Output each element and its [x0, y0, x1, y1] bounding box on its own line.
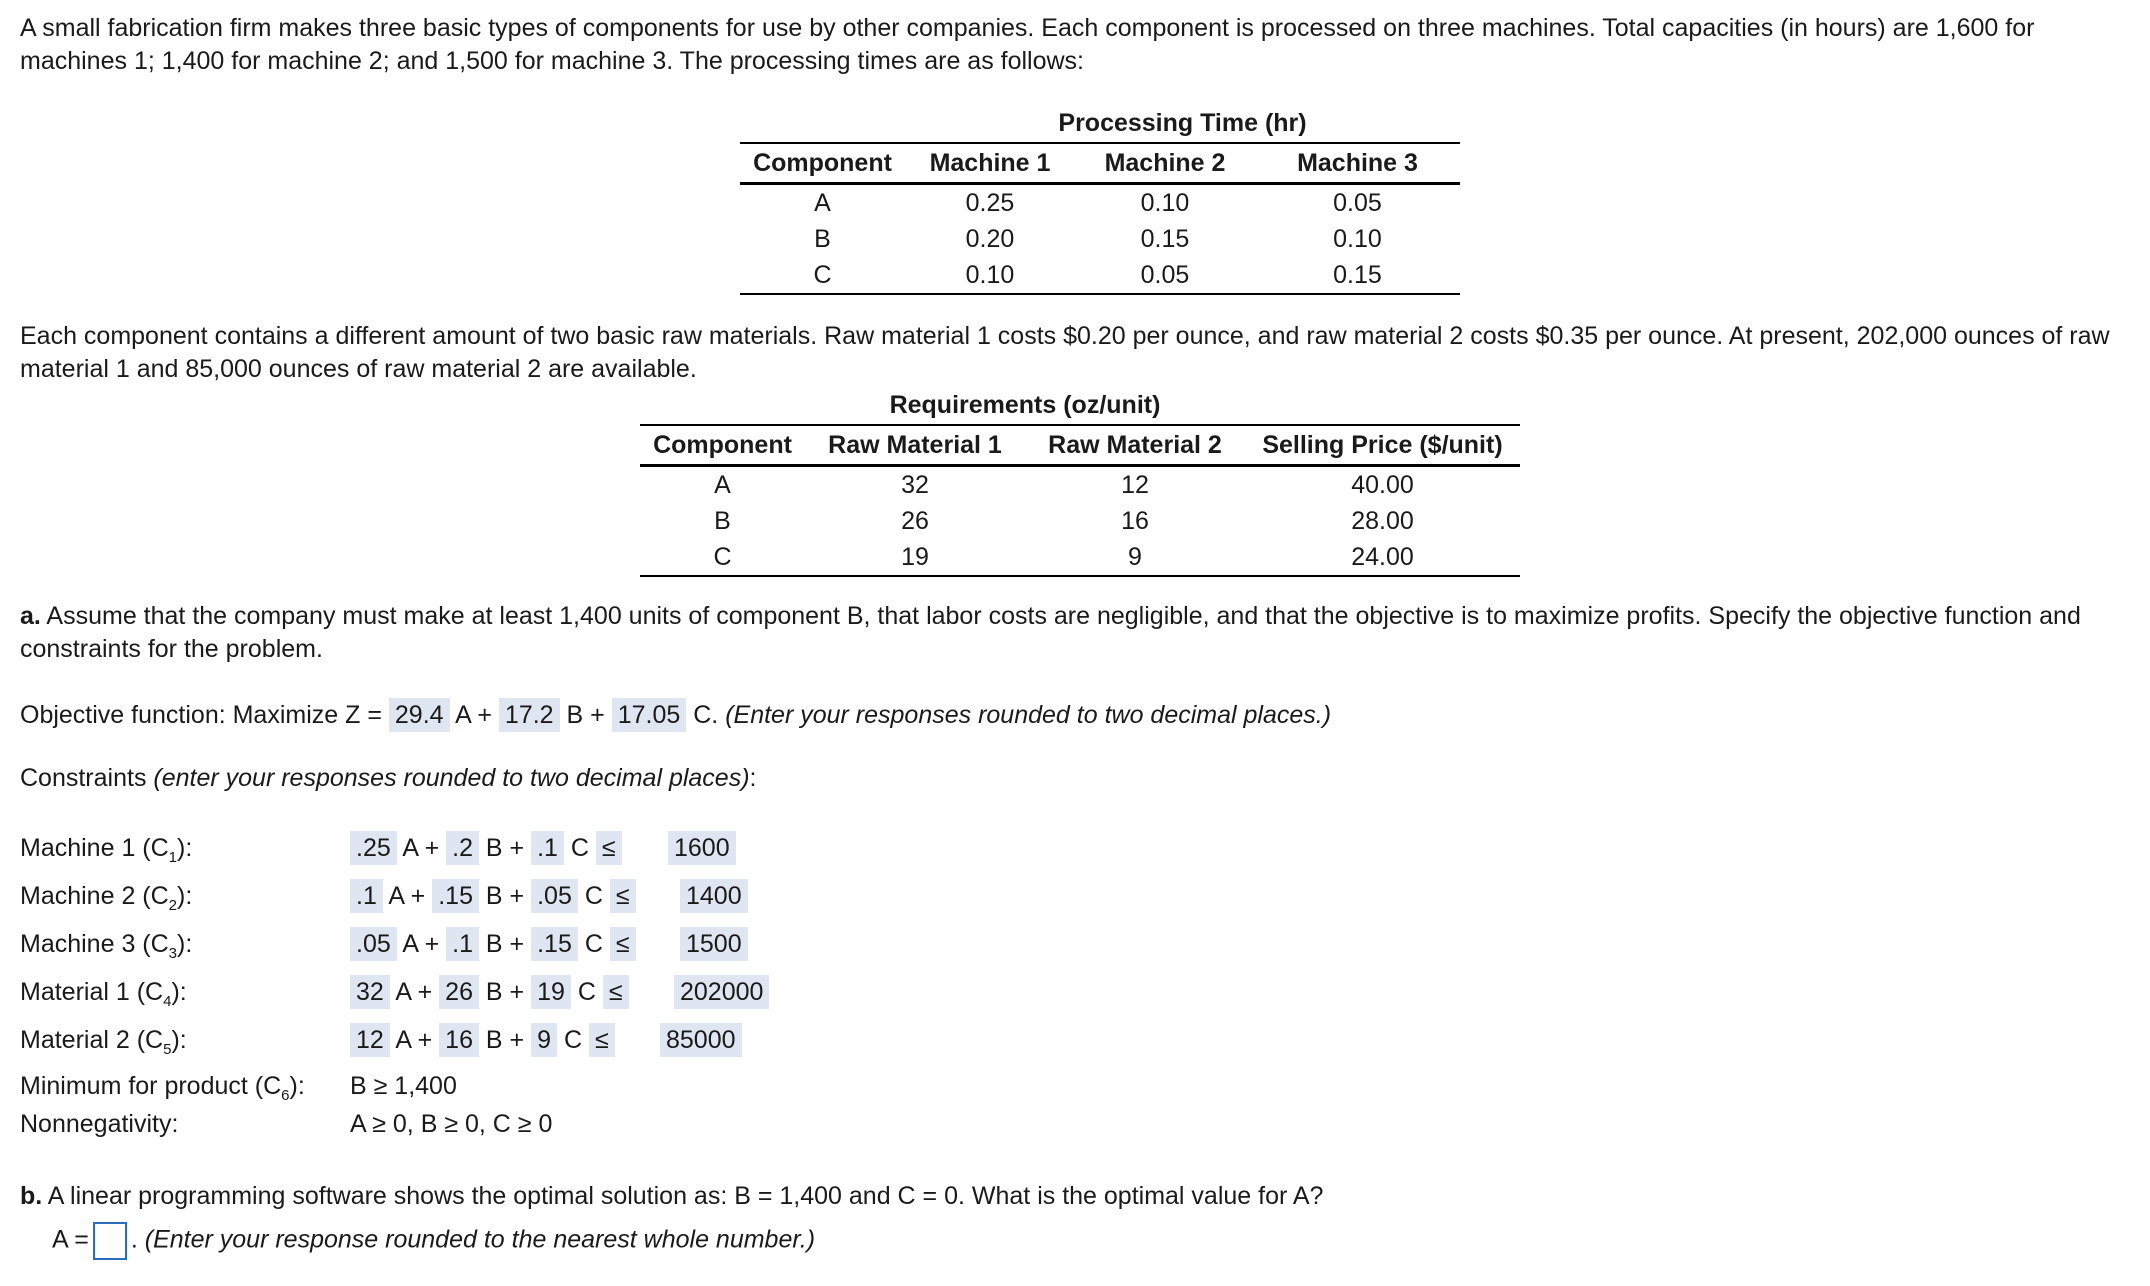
table1-header-component: Component — [740, 143, 905, 184]
table-cell: 12 — [1121, 470, 1149, 499]
constraint-rhs[interactable]: 1400 — [680, 879, 748, 913]
processing-time-title: Processing Time (hr) — [1058, 109, 1307, 137]
constraint-expression: 12 A + 16 B + 9 C ≤ — [350, 1020, 615, 1060]
objective-coef-b[interactable]: 17.2 — [499, 698, 560, 732]
table-cell: 0.05 — [1075, 257, 1255, 294]
table1-header-machine1: Machine 1 — [905, 143, 1075, 184]
constraint-coef-a[interactable]: .05 — [350, 927, 397, 961]
constraint-coef-c[interactable]: .1 — [531, 831, 564, 865]
constraint-coef-a[interactable]: .25 — [350, 831, 397, 865]
constraints-heading-text: Constraints — [20, 764, 154, 792]
part-b-answer: A = . (Enter your response rounded to the nearest whole number.) — [52, 1222, 2150, 1260]
table-cell: 19 — [805, 539, 1025, 576]
constraint-label: Material 2 $(C_5)$: — [20, 1026, 187, 1058]
constraint-expression: B ≥ 1,400 — [350, 1072, 457, 1100]
constraint-rhs[interactable]: 202000 — [674, 975, 769, 1009]
part-b-text: A linear programming software shows the optimal solution as: B = 1,400 and C = 0. What is the optimal value for A? — [42, 1182, 1324, 1210]
answer-prefix: A = — [52, 1225, 89, 1254]
table-row — [640, 503, 1520, 539]
table-cell: 26 — [901, 506, 929, 535]
constraint-label: Material 1 $(C_4)$: — [20, 978, 187, 1010]
table-cell: 0.25 — [965, 188, 1015, 217]
table-cell: 24.00 — [1245, 539, 1520, 576]
table-cell: C — [740, 257, 905, 294]
table-row — [740, 257, 1460, 294]
table-cell: 0.20 — [965, 224, 1015, 253]
constraint-coef-c[interactable]: .05 — [531, 879, 578, 913]
table-row — [640, 466, 1520, 504]
constraint-label: Nonnegativity: — [20, 1110, 179, 1138]
objective-prefix: Objective function: Maximize Z = — [20, 701, 389, 729]
table-cell: A — [814, 188, 831, 217]
table2-header-price: Selling Price ($/unit) — [1245, 425, 1520, 466]
table-cell: B — [714, 506, 731, 535]
table-cell: B — [814, 224, 831, 253]
objective-note: (Enter your responses rounded to two decimal places.) — [725, 701, 1332, 729]
constraints-heading-note: (enter your responses rounded to two decimal places) — [153, 764, 750, 792]
constraint-label: Machine 2 $(C_2)$: — [20, 882, 193, 914]
table-cell: 0.15 — [1140, 224, 1190, 253]
table-row — [740, 184, 1460, 222]
constraint-coef-c[interactable]: 9 — [531, 1023, 557, 1057]
constraint-sign-box[interactable]: ≤ — [610, 927, 636, 961]
constraint-coef-c[interactable]: .15 — [531, 927, 578, 961]
constraint-label: Machine 3 $(C_3)$: — [20, 930, 193, 962]
constraint-sign-box[interactable]: ≤ — [589, 1023, 615, 1057]
table-cell: 16 — [1121, 506, 1149, 535]
objective-coef-a[interactable]: 29.4 — [389, 698, 450, 732]
constraint-rhs[interactable]: 1500 — [680, 927, 748, 961]
table-cell: C — [640, 539, 805, 576]
table-cell: 0.15 — [1255, 257, 1460, 294]
constraint-coef-a[interactable]: 12 — [350, 1023, 390, 1057]
processing-time-table — [740, 98, 1460, 295]
constraint-sign-box[interactable]: ≤ — [603, 975, 629, 1009]
table-cell: A — [714, 470, 731, 499]
constraints-heading-colon: : — [749, 764, 757, 792]
constraint-coef-b[interactable]: 16 — [439, 1023, 479, 1057]
table2-header-raw2: Raw Material 2 — [1025, 425, 1245, 466]
constraint-expression: 32 A + 26 B + 19 C ≤ — [350, 972, 629, 1012]
requirements-table — [640, 380, 1520, 577]
part-a-label: a. — [20, 602, 41, 630]
constraints-heading — [20, 762, 2130, 795]
table-cell: 9 — [1025, 539, 1245, 576]
constraint-label: Machine 1 $(C_1)$: — [20, 834, 193, 866]
objective-coef-c[interactable]: 17.05 — [612, 698, 687, 732]
table-row — [640, 539, 1520, 576]
table1-header-machine3: Machine 3 — [1255, 143, 1460, 184]
table1-header-machine2: Machine 2 — [1075, 143, 1255, 184]
part-b-question — [20, 1180, 2130, 1213]
intro-paragraph: A small fabrication firm makes three basic types of components for use by other companies. Each component is processed on three machines. Total capacities (in hours) are 1,600 for machines 1; 1,400 for machine 2; and 1,500 for machine 3. The processing times are as follows: — [20, 14, 2035, 75]
raw-material-paragraph: Each component contains a different amount of two basic raw materials. Raw material 1 costs $0.20 per ounce, and raw material 2 costs $0.35 per ounce. At present, 202,000 ounces of raw material 1 and 85,000 ounces of raw material 2 are available. — [20, 322, 2110, 383]
constraint-rhs[interactable]: 85000 — [660, 1023, 742, 1057]
constraint-expression: .25 A + .2 B + .1 C ≤ — [350, 828, 622, 868]
constraint-coef-b[interactable]: .2 — [446, 831, 479, 865]
constraint-coef-b[interactable]: 26 — [439, 975, 479, 1009]
table-row — [740, 221, 1460, 257]
constraint-expression: .05 A + .1 B + .15 C ≤ — [350, 924, 636, 964]
table-cell: 0.10 — [905, 257, 1075, 294]
constraint-rhs[interactable]: 1600 — [668, 831, 736, 865]
table-cell: 40.00 — [1351, 470, 1414, 499]
table-cell: 32 — [901, 470, 929, 499]
table-cell: 0.10 — [1140, 188, 1190, 217]
constraint-expression: .1 A + .15 B + .05 C ≤ — [350, 876, 636, 916]
part-a-question — [20, 600, 2130, 666]
part-a-text: Assume that the company must make at least 1,400 units of component B, that labor costs are negligible, and that the objective is to maximize profits. Specify the objective function and constraints for the problem. — [20, 602, 2081, 663]
constraint-label: Minimum for product $(C_6)$: — [20, 1072, 305, 1104]
table-cell: 0.05 — [1333, 188, 1382, 217]
constraint-coef-b[interactable]: .1 — [446, 927, 479, 961]
table2-header-raw1: Raw Material 1 — [805, 425, 1025, 466]
answer-note: (Enter your response rounded to the nearest whole number.) — [144, 1225, 816, 1254]
part-b-label: b. — [20, 1182, 43, 1210]
constraint-sign-box[interactable]: ≤ — [596, 831, 622, 865]
objective-function: Objective function: Maximize Z = 29.4 A + 17.2 B + 17.05 C. (Enter your responses rounded to two decimal places.) — [20, 698, 2130, 732]
constraint-coef-a[interactable]: 32 — [350, 975, 390, 1009]
table-cell: 0.10 — [1333, 224, 1382, 253]
constraint-coef-a[interactable]: .1 — [350, 879, 383, 913]
constraint-coef-c[interactable]: 19 — [531, 975, 571, 1009]
constraint-sign-box[interactable]: ≤ — [610, 879, 636, 913]
table2-header-component: Component — [640, 425, 805, 466]
answer-input[interactable] — [93, 1222, 127, 1260]
constraint-expression: A ≥ 0, B ≥ 0, C ≥ 0 — [350, 1110, 553, 1138]
table-cell: 28.00 — [1351, 506, 1414, 535]
constraint-coef-b[interactable]: .15 — [432, 879, 479, 913]
requirements-title: Requirements (oz/unit) — [889, 391, 1161, 419]
